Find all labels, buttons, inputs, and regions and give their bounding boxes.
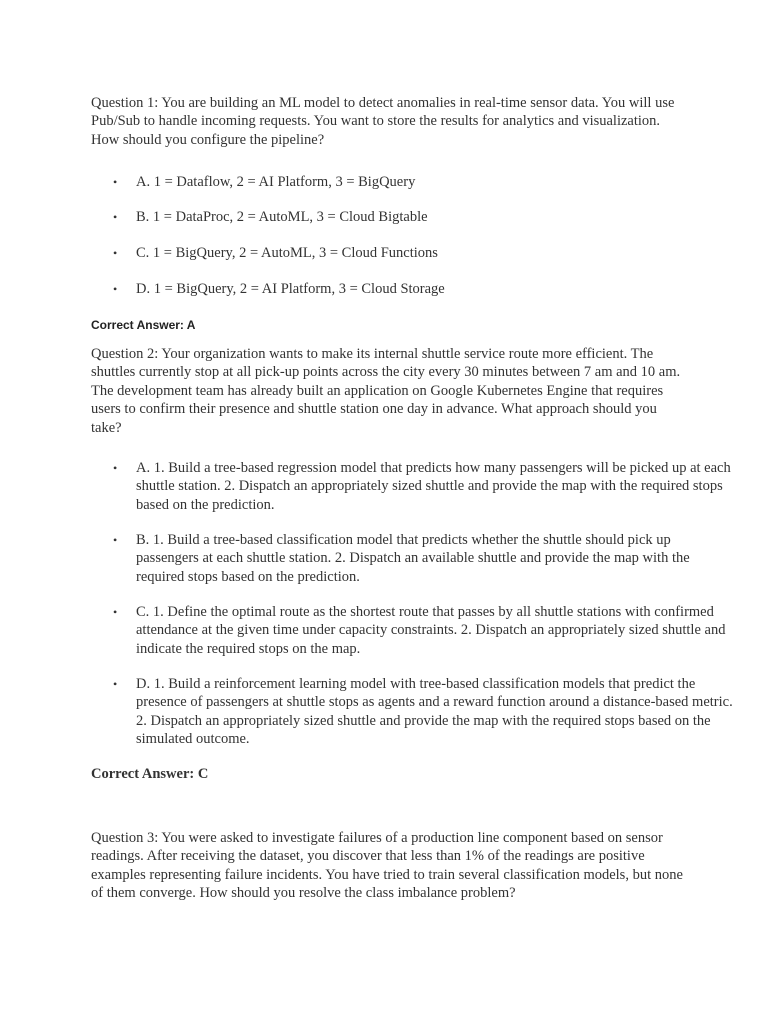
option-text: D. 1. Build a reinforcement learning model with tree-based classification models that predict the presence of passengers at shuttle stops as agents and a reward function around a distance-based metric. 2. Dispatch an appropriately sized shuttle and provide the map with the required stops based on the simulated outcome. [136,676,733,748]
question-3-text: Question 3: You were asked to investigate failures of a production line component based on sensor readings. After receiving the dataset, you discover that less than 1% of the readings are positive examples representing failure incidents. You have tried to train several classification models, but none of them converge. How should you resolve the class imbalance problem? [91,830,683,902]
option-text: B. 1. Build a tree-based classification model that predicts whether the shuttle should pick up passengers at each shuttle station. 2. Dispatch an available shuttle and provide the map with the required stops based on the prediction. [136,532,690,585]
question-1-option-b [91,208,736,226]
bullet-icon: • [113,210,118,224]
option-text: B. 1 = DataProc, 2 = AutoML, 3 = Cloud Bigtable [136,209,428,225]
option-text: D. 1 = BigQuery, 2 = AI Platform, 3 = Cloud Storage [136,281,445,297]
bullet-icon: • [113,246,118,260]
question-2-text: Question 2: Your organization wants to make its internal shuttle service route more efficient. The shuttles currently stop at all pick-up points across the city every 30 minutes between 7 am and 10 am. The development team has already built an application on Google Kubernetes Engine that requires users to confirm their presence and shuttle station one day in advance. What approach should you take? [91,346,681,436]
question-2-option-b [91,531,736,586]
question-2-option-c [91,603,736,658]
option-text: C. 1 = BigQuery, 2 = AutoML, 3 = Cloud Functions [136,245,438,261]
question-1-text: Question 1: You are building an ML model to detect anomalies in real-time sensor data. You will use Pub/Sub to handle incoming requests. You want to store the results for analytics and visualization. How should you configure the pipeline? [91,95,675,148]
question-1-option-a [91,173,736,191]
question-2-option-d [91,675,736,749]
question-1-option-c [91,244,736,262]
bullet-icon: • [113,282,118,296]
question-1-option-d [91,280,736,298]
bullet-icon: • [113,677,118,691]
bullet-icon: • [113,605,118,619]
option-text: A. 1. Build a tree-based regression model that predicts how many passengers will be picked up at each shuttle station. 2. Dispatch an appropriately sized shuttle and provide the map with the required stops based on the prediction. [136,460,731,513]
option-text: A. 1 = Dataflow, 2 = AI Platform, 3 = BigQuery [136,174,416,190]
bullet-icon: • [113,533,118,547]
question-1-answer: Correct Answer: A [91,318,196,332]
question-2-option-a [91,459,736,514]
option-text: C. 1. Define the optimal route as the shortest route that passes by all shuttle stations with confirmed attendance at the given time under capacity constraints. 2. Dispatch an appropriately sized shuttle and indicate the required stops on the map. [136,604,726,657]
bullet-icon: • [113,175,118,189]
bullet-icon: • [113,461,118,475]
question-2-answer: Correct Answer: C [91,766,209,782]
